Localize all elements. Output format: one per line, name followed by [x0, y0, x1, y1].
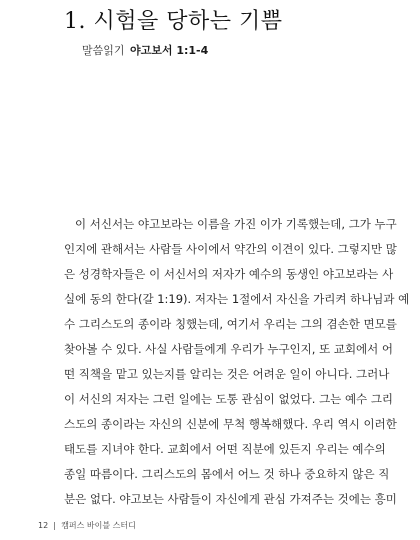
body-line: 분은 없다. 야고보는 사람들이 자신에게 관심 가져주는 것에는 흥미 [64, 492, 397, 506]
body-line: 인지에 관해서는 사람들 사이에서 약간의 이견이 있다. 그렇지만 많 [64, 242, 397, 256]
footer-divider [54, 522, 55, 530]
body-line: 수 그리스도의 종이라 칭했는데, 여기서 우리는 그의 겸손한 면모를 [64, 317, 397, 331]
body-line: 이 서신서는 야고보라는 이름을 가진 이가 기록했는데, 그가 누구 [75, 217, 397, 231]
body-line: 은 성경학자들은 이 서신서의 저자가 예수의 동생인 야고보라는 사 [64, 267, 394, 281]
page-footer [38, 520, 136, 531]
body-line: 이 서신의 저자는 그런 일에는 도통 관심이 없었다. 그는 예수 그리 [64, 392, 394, 406]
body-line: 종일 따름이다. 그리스도의 몸에서 어느 것 하나 중요하지 않은 직 [64, 467, 390, 481]
body-line: 태도를 지녀야 한다. 교회에서 어떤 직분에 있든지 우리는 예수의 [64, 442, 386, 456]
chapter-title: 1. 시험을 당하는 기쁨 [64, 9, 283, 34]
scripture-reading [82, 42, 208, 58]
body-line: 실에 동의 한다(갈 1:19). 저자는 1절에서 자신을 가리켜 하나님과 예 [64, 292, 410, 306]
body-line: 찾아볼 수 있다. 사실 사람들에게 우리가 누구인지, 또 교회에서 어 [64, 342, 394, 356]
body-line: 떤 직책을 맡고 있는지를 알리는 것은 어려운 일이 아니다. 그러나 [64, 367, 390, 381]
body-line: 스도의 종이라는 자신의 신분에 무척 행복해했다. 우리 역시 이러한 [64, 417, 397, 431]
book-title: 캠퍼스 바이블 스터디 [61, 521, 136, 530]
page-number: 12 [38, 521, 49, 530]
scripture-reference: 야고보서 1:1-4 [130, 44, 209, 57]
body-paragraph [64, 212, 410, 512]
scripture-label: 말씀읽기 [82, 44, 125, 57]
